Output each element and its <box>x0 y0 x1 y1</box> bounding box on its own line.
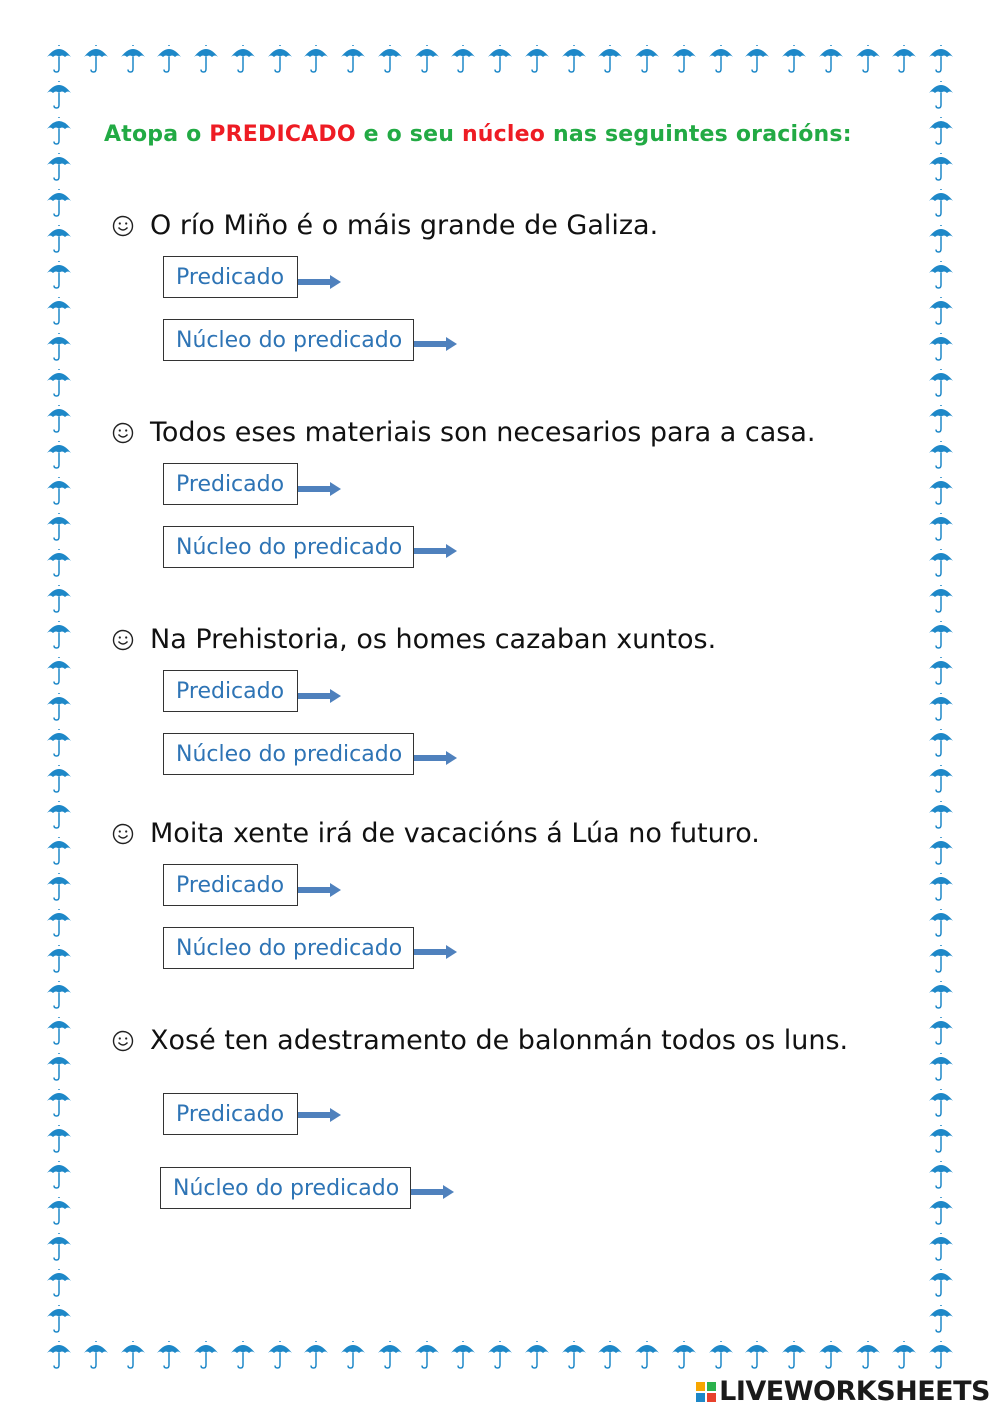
page-title <box>104 122 852 147</box>
umbrella-icon <box>46 1340 72 1370</box>
umbrella-icon <box>928 296 954 326</box>
umbrella-icon <box>928 908 954 938</box>
liveworksheets-logo-icon <box>695 1381 717 1403</box>
umbrella-icon <box>781 1340 807 1370</box>
umbrella-icon <box>46 980 72 1010</box>
umbrella-icon <box>634 44 660 74</box>
umbrella-icon <box>46 548 72 578</box>
umbrella-icon <box>46 872 72 902</box>
umbrella-icon <box>46 1124 72 1154</box>
umbrella-icon <box>928 404 954 434</box>
nucleus-answer-box[interactable] <box>160 1167 411 1209</box>
right-arrow-icon <box>298 481 342 497</box>
umbrella-icon <box>46 728 72 758</box>
umbrella-icon <box>597 1340 623 1370</box>
umbrella-icon <box>928 728 954 758</box>
umbrella-icon <box>46 908 72 938</box>
umbrella-icon <box>928 620 954 650</box>
umbrella-icon <box>928 1196 954 1226</box>
umbrella-icon <box>928 1304 954 1334</box>
umbrella-icon <box>83 1340 109 1370</box>
brand-name: LIVEWORKSHEETS <box>719 1376 990 1407</box>
nucleus-answer-box[interactable] <box>163 927 414 969</box>
umbrella-icon <box>928 1160 954 1190</box>
umbrella-icon <box>928 1268 954 1298</box>
umbrella-icon <box>928 836 954 866</box>
umbrella-icon <box>230 1340 256 1370</box>
umbrella-icon <box>634 1340 660 1370</box>
umbrella-icon <box>928 1088 954 1118</box>
umbrella-icon <box>928 224 954 254</box>
right-arrow-icon <box>414 336 458 352</box>
umbrella-icon <box>928 872 954 902</box>
umbrella-icon <box>340 44 366 74</box>
umbrella-icon <box>46 1268 72 1298</box>
smiley-icon <box>112 629 134 651</box>
umbrella-icon <box>193 1340 219 1370</box>
sentence-text: Xosé ten adestramento de balonmán todos os luns. <box>150 1025 849 1056</box>
umbrella-icon <box>340 1340 366 1370</box>
umbrella-icon <box>46 1052 72 1082</box>
umbrella-icon <box>928 512 954 542</box>
umbrella-icon <box>928 1052 954 1082</box>
umbrella-icon <box>156 1340 182 1370</box>
umbrella-icon <box>928 440 954 470</box>
umbrella-icon <box>928 692 954 722</box>
umbrella-icon <box>487 1340 513 1370</box>
title-highlight-nucleo: núcleo <box>461 122 546 147</box>
umbrella-icon <box>928 80 954 110</box>
umbrella-icon <box>561 1340 587 1370</box>
right-arrow-icon <box>414 944 458 960</box>
umbrella-icon <box>928 800 954 830</box>
title-part-1: Atopa o <box>104 122 210 147</box>
title-highlight-predicado: PREDICADO <box>209 122 356 147</box>
umbrella-icon <box>46 1160 72 1190</box>
umbrella-icon <box>46 116 72 146</box>
umbrella-icon <box>193 44 219 74</box>
umbrella-icon <box>120 44 146 74</box>
umbrella-icon <box>46 152 72 182</box>
umbrella-icon <box>46 1016 72 1046</box>
predicate-answer-box[interactable] <box>163 670 298 712</box>
umbrella-icon <box>46 836 72 866</box>
liveworksheets-footer[interactable] <box>695 1376 990 1407</box>
umbrella-icon <box>744 44 770 74</box>
umbrella-icon <box>46 224 72 254</box>
umbrella-icon <box>855 44 881 74</box>
nucleus-label: Núcleo do predicado <box>176 741 403 767</box>
umbrella-icon <box>46 260 72 290</box>
predicate-label: Predicado <box>176 264 285 290</box>
umbrella-icon <box>414 1340 440 1370</box>
right-arrow-icon <box>414 543 458 559</box>
umbrella-icon <box>46 620 72 650</box>
smiley-icon <box>112 422 134 444</box>
umbrella-icon <box>46 440 72 470</box>
predicate-label: Predicado <box>176 872 285 898</box>
umbrella-icon <box>450 1340 476 1370</box>
nucleus-answer-box[interactable] <box>163 319 414 361</box>
umbrella-icon <box>46 800 72 830</box>
umbrella-icon <box>818 44 844 74</box>
predicate-answer-box[interactable] <box>163 463 298 505</box>
umbrella-icon <box>267 1340 293 1370</box>
sentence-3 <box>112 624 716 655</box>
predicate-answer-box[interactable] <box>163 864 298 906</box>
smiley-icon <box>112 215 134 237</box>
umbrella-icon <box>46 1196 72 1226</box>
umbrella-icon <box>928 188 954 218</box>
umbrella-icon <box>928 656 954 686</box>
umbrella-icon <box>928 548 954 578</box>
title-part-5: nas seguintes oracións: <box>545 122 852 147</box>
nucleus-label: Núcleo do predicado <box>176 935 403 961</box>
sentence-text: Todos eses materiais son necesarios para a casa. <box>150 417 816 448</box>
umbrella-icon <box>46 764 72 794</box>
umbrella-icon <box>708 1340 734 1370</box>
umbrella-icon <box>855 1340 881 1370</box>
nucleus-label: Núcleo do predicado <box>176 534 403 560</box>
umbrella-icon <box>377 44 403 74</box>
umbrella-icon <box>891 1340 917 1370</box>
umbrella-icon <box>818 1340 844 1370</box>
sentence-5 <box>112 1025 848 1056</box>
umbrella-icon <box>928 764 954 794</box>
umbrella-icon <box>781 44 807 74</box>
umbrella-icon <box>928 116 954 146</box>
umbrella-icon <box>46 368 72 398</box>
umbrella-icon <box>928 368 954 398</box>
right-arrow-icon <box>298 1107 342 1123</box>
umbrella-icon <box>928 476 954 506</box>
umbrella-icon <box>708 44 734 74</box>
umbrella-icon <box>267 44 293 74</box>
right-arrow-icon <box>411 1184 455 1200</box>
umbrella-icon <box>450 44 476 74</box>
umbrella-icon <box>524 44 550 74</box>
umbrella-icon <box>46 404 72 434</box>
umbrella-icon <box>46 44 72 74</box>
umbrella-icon <box>928 980 954 1010</box>
right-arrow-icon <box>298 274 342 290</box>
umbrella-icon <box>891 44 917 74</box>
sentence-text: O río Miño é o máis grande de Galiza. <box>150 210 659 241</box>
smiley-icon <box>112 1030 134 1052</box>
umbrella-icon <box>928 1340 954 1370</box>
umbrella-icon <box>120 1340 146 1370</box>
umbrella-icon <box>414 44 440 74</box>
umbrella-icon <box>46 296 72 326</box>
umbrella-icon <box>377 1340 403 1370</box>
umbrella-icon <box>156 44 182 74</box>
sentence-4 <box>112 818 760 849</box>
predicate-label: Predicado <box>176 471 285 497</box>
title-part-3: e o seu <box>355 122 462 147</box>
predicate-label: Predicado <box>176 678 285 704</box>
umbrella-icon <box>303 1340 329 1370</box>
umbrella-icon <box>46 332 72 362</box>
umbrella-icon <box>561 44 587 74</box>
umbrella-icon <box>46 584 72 614</box>
umbrella-icon <box>744 1340 770 1370</box>
umbrella-icon <box>928 584 954 614</box>
umbrella-icon <box>487 44 513 74</box>
umbrella-icon <box>46 188 72 218</box>
right-arrow-icon <box>298 688 342 704</box>
umbrella-icon <box>928 1124 954 1154</box>
umbrella-icon <box>46 1232 72 1262</box>
right-arrow-icon <box>298 882 342 898</box>
smiley-icon <box>112 823 134 845</box>
predicate-label: Predicado <box>176 1101 285 1127</box>
sentence-1 <box>112 210 658 241</box>
umbrella-icon <box>928 44 954 74</box>
umbrella-icon <box>928 1016 954 1046</box>
nucleus-answer-box[interactable] <box>163 526 414 568</box>
umbrella-icon <box>83 44 109 74</box>
umbrella-icon <box>46 1088 72 1118</box>
sentence-text: Moita xente irá de vacacións á Lúa no futuro. <box>150 818 760 849</box>
umbrella-icon <box>928 944 954 974</box>
umbrella-icon <box>46 80 72 110</box>
nucleus-label: Núcleo do predicado <box>176 327 403 353</box>
nucleus-label: Núcleo do predicado <box>173 1175 400 1201</box>
umbrella-icon <box>524 1340 550 1370</box>
right-arrow-icon <box>414 750 458 766</box>
umbrella-icon <box>46 512 72 542</box>
umbrella-icon <box>46 656 72 686</box>
umbrella-icon <box>928 332 954 362</box>
sentence-2 <box>112 417 815 448</box>
umbrella-icon <box>46 692 72 722</box>
umbrella-icon <box>46 944 72 974</box>
umbrella-icon <box>597 44 623 74</box>
umbrella-icon <box>230 44 256 74</box>
nucleus-answer-box[interactable] <box>163 733 414 775</box>
umbrella-icon <box>671 1340 697 1370</box>
umbrella-icon <box>46 476 72 506</box>
umbrella-icon <box>303 44 329 74</box>
sentence-text: Na Prehistoria, os homes cazaban xuntos. <box>150 624 717 655</box>
umbrella-icon <box>928 152 954 182</box>
umbrella-icon <box>671 44 697 74</box>
umbrella-icon <box>928 1232 954 1262</box>
umbrella-icon <box>46 1304 72 1334</box>
predicate-answer-box[interactable] <box>163 1093 298 1135</box>
umbrella-icon <box>928 260 954 290</box>
predicate-answer-box[interactable] <box>163 256 298 298</box>
